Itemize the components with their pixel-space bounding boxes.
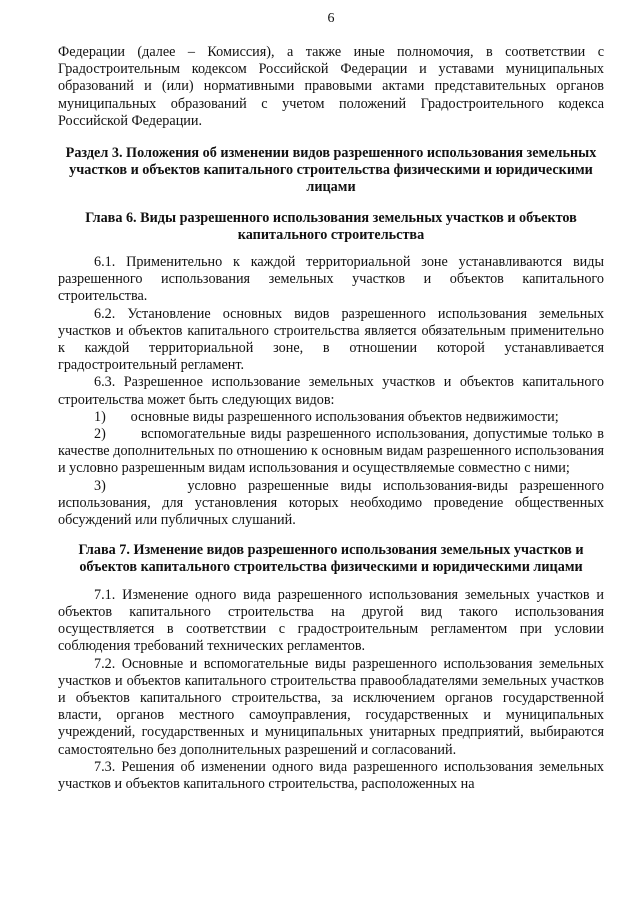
- list-item-2: [58, 426, 604, 478]
- page-number: 6: [327, 11, 335, 26]
- paragraph-7-3: 7.3. Решения об изменении одного вида разрешенного использования земельных участков и объектов капитального строительства, расположенных на: [58, 758, 604, 792]
- list-item-number: 3): [94, 477, 106, 494]
- document-page: [58, 8, 604, 793]
- chapter-7-heading: Глава 7. Изменение видов разрешенного использования земельных участков и объектов капитального строительства физическими и юридическими лицами: [78, 542, 584, 576]
- list-item-1: [58, 409, 604, 426]
- section-3-heading: Раздел 3. Положения об изменении видов разрешенного использования земельных участков и объектов капитального строительства физическими и юридическими лицами: [65, 145, 597, 196]
- list-item-number: 2): [94, 426, 106, 443]
- paragraph-7-2: 7.2. Основные и вспомогательные виды разрешенного использования земельных участков и объектов капитального строительства правообладателями земельных участков и объектов капитального строительства, за исключением органов государственной власти, органов местного самоуправления, государственных и муниципальных учреждений, государственных и муниципальных унитарных предприятий, выбираются самостоятельно без дополнительных разрешений и согласований.: [58, 655, 604, 758]
- chapter-6-heading: Глава 6. Виды разрешенного использования земельных участков и объектов капитального строительства: [85, 209, 577, 243]
- list-item-number: 1): [94, 408, 106, 425]
- list-item-text: вспомогательные виды разрешенного использования, допустимые только в качестве дополнительных по отношению к основным видам разрешенного использования и условно разрешенным видам использования и осуществляемые совместно с ними;: [58, 426, 604, 477]
- list-item-text: основные виды разрешенного использования объектов недвижимости;: [130, 408, 559, 425]
- paragraph-6-1: 6.1. Применительно к каждой территориальной зоне устанавливаются виды разрешенного использования земельных участков и объектов капитального строительства.: [58, 254, 604, 305]
- list-item-3: [58, 478, 604, 530]
- intro-paragraph: Федерации (далее – Комиссия), а также иные полномочия, в соответствии с Градостроительным кодексом Российской Федерации и уставами муниципальных образований и (или) нормативными правовыми актами представительных органов муниципальных образований с учетом положений Градостроительного кодекса Российской Федерации.: [58, 44, 604, 129]
- paragraph-7-1: 7.1. Изменение одного вида разрешенного использования земельных участков и объектов капитального строительства на другой вид такого использования осуществляется в соответствии с градостроительным регламентом при условии соблюдения требований технических регламентов.: [58, 586, 604, 655]
- list-item-text: условно разрешенные виды использования-виды разрешенного использования, для установления которых необходимо проведение общественных обсуждений или публичных слушаний.: [58, 477, 604, 529]
- paragraph-6-3: 6.3. Разрешенное использование земельных участков и объектов капитального строительства может быть следующих видов:: [58, 374, 604, 408]
- paragraph-6-2: 6.2. Установление основных видов разрешенного использования земельных участков и объектов капитального строительства является обязательным применительно к каждой территориальной зоне, в отношении которой устанавливается градостроительный регламент.: [58, 305, 604, 374]
